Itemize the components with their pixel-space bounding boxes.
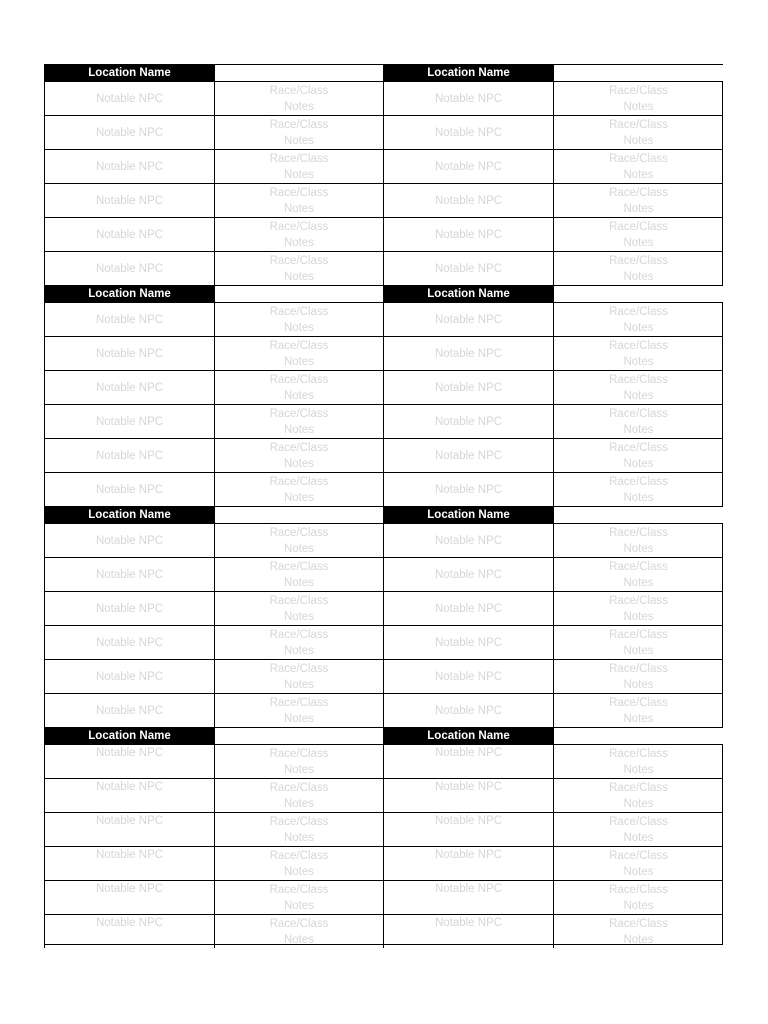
race-class-label: Race/Class — [269, 815, 329, 828]
race-class-label: Race/Class — [609, 305, 668, 318]
notable-npc-cell[interactable]: Notable NPC — [44, 336, 214, 370]
race-class-label: Race/Class — [609, 917, 668, 930]
race-class-notes-cell[interactable] — [553, 778, 723, 812]
notes-label: Notes — [283, 457, 315, 470]
notable-npc-cell[interactable]: Notable NPC — [383, 438, 553, 472]
race-class-label: Race/Class — [269, 917, 329, 930]
notes-label: Notes — [283, 389, 315, 402]
notable-npc-cell[interactable]: Notable NPC — [44, 251, 214, 285]
race-class-notes-cell[interactable] — [214, 880, 383, 914]
race-class-label: Race/Class — [269, 305, 329, 318]
notable-npc-cell[interactable]: Notable NPC — [44, 115, 214, 149]
race-class-notes-cell[interactable] — [553, 438, 723, 472]
race-class-notes-cell[interactable] — [553, 81, 723, 115]
race-class-notes-cell[interactable] — [214, 744, 383, 778]
race-class-label: Race/Class — [269, 407, 329, 420]
notable-npc-cell[interactable]: Notable NPC — [383, 591, 553, 625]
race-class-label: Race/Class — [609, 628, 668, 641]
race-class-notes-cell[interactable] — [214, 523, 383, 557]
notable-npc-cell[interactable]: Notable NPC — [44, 81, 214, 115]
race-class-notes-cell[interactable] — [214, 302, 383, 336]
location-name-field[interactable] — [214, 506, 383, 523]
notable-npc-cell[interactable]: Notable NPC — [44, 557, 214, 591]
notable-npc-cell[interactable]: Notable NPC — [44, 183, 214, 217]
notable-npc-cell[interactable]: Notable NPC — [44, 693, 214, 727]
race-class-label: Race/Class — [609, 84, 668, 97]
notes-label: Notes — [283, 168, 315, 181]
notes-label: Notes — [283, 423, 315, 436]
race-class-label: Race/Class — [609, 186, 668, 199]
race-class-label: Race/Class — [269, 628, 329, 641]
notable-npc-cell[interactable]: Notable NPC — [383, 370, 553, 404]
race-class-notes-cell[interactable] — [553, 659, 723, 693]
location-name-header: Location Name — [44, 64, 214, 81]
race-class-notes-cell[interactable] — [214, 404, 383, 438]
notes-label: Notes — [623, 389, 654, 402]
race-class-label: Race/Class — [269, 849, 329, 862]
notes-label: Notes — [623, 168, 654, 181]
location-name-field[interactable] — [553, 64, 723, 81]
race-class-label: Race/Class — [269, 118, 329, 131]
notes-label: Notes — [283, 712, 315, 725]
notable-npc-cell[interactable]: Notable NPC — [383, 217, 553, 251]
notes-label: Notes — [623, 134, 654, 147]
notable-npc-cell[interactable]: Notable NPC — [44, 523, 214, 557]
location-name-header: Location Name — [44, 285, 214, 302]
race-class-notes-cell[interactable] — [553, 744, 723, 778]
notable-npc-cell[interactable]: Notable NPC — [44, 302, 214, 336]
race-class-notes-cell[interactable] — [214, 115, 383, 149]
race-class-notes-cell[interactable] — [214, 659, 383, 693]
notes-label: Notes — [623, 644, 654, 657]
race-class-label: Race/Class — [609, 339, 668, 352]
race-class-label: Race/Class — [269, 662, 329, 675]
notes-label: Notes — [283, 678, 315, 691]
race-class-label: Race/Class — [269, 560, 329, 573]
notable-npc-cell[interactable]: Notable NPC — [44, 744, 214, 778]
race-class-label: Race/Class — [609, 781, 668, 794]
race-class-label: Race/Class — [609, 475, 668, 488]
notes-label: Notes — [623, 542, 654, 555]
notable-npc-cell[interactable]: Notable NPC — [44, 370, 214, 404]
notable-npc-cell[interactable]: Notable NPC — [44, 914, 214, 948]
race-class-label: Race/Class — [609, 373, 668, 386]
location-name-field[interactable] — [214, 727, 383, 744]
notes-label: Notes — [283, 542, 315, 555]
race-class-notes-cell[interactable] — [214, 812, 383, 846]
race-class-label: Race/Class — [609, 118, 668, 131]
notable-npc-cell[interactable]: Notable NPC — [383, 149, 553, 183]
race-class-notes-cell[interactable] — [553, 846, 723, 880]
notable-npc-cell[interactable]: Notable NPC — [44, 217, 214, 251]
notes-label: Notes — [623, 270, 654, 283]
notable-npc-cell[interactable]: Notable NPC — [383, 336, 553, 370]
notes-label: Notes — [283, 644, 315, 657]
notes-label: Notes — [283, 134, 315, 147]
notable-npc-cell[interactable]: Notable NPC — [383, 557, 553, 591]
notes-label: Notes — [623, 797, 654, 810]
notes-label: Notes — [623, 678, 654, 691]
race-class-label: Race/Class — [269, 526, 329, 539]
race-class-notes-cell[interactable] — [553, 812, 723, 846]
race-class-notes-cell[interactable] — [214, 693, 383, 727]
notable-npc-cell[interactable]: Notable NPC — [44, 778, 214, 812]
notes-label: Notes — [283, 899, 315, 912]
location-name-field[interactable] — [214, 64, 383, 81]
race-class-label: Race/Class — [269, 747, 329, 760]
notable-npc-cell[interactable]: Notable NPC — [383, 115, 553, 149]
notable-npc-cell[interactable]: Notable NPC — [44, 812, 214, 846]
race-class-notes-cell[interactable] — [553, 914, 723, 948]
race-class-label: Race/Class — [269, 475, 329, 488]
race-class-notes-cell[interactable] — [214, 846, 383, 880]
notes-label: Notes — [283, 865, 315, 878]
notes-label: Notes — [283, 270, 315, 283]
race-class-notes-cell[interactable] — [214, 336, 383, 370]
notes-label: Notes — [283, 100, 315, 113]
race-class-label: Race/Class — [269, 339, 329, 352]
race-class-notes-cell[interactable] — [553, 217, 723, 251]
notable-npc-cell[interactable]: Notable NPC — [383, 404, 553, 438]
notable-npc-cell[interactable]: Notable NPC — [383, 812, 553, 846]
notes-label: Notes — [623, 100, 654, 113]
race-class-notes-cell[interactable] — [553, 404, 723, 438]
notable-npc-cell[interactable]: Notable NPC — [383, 81, 553, 115]
race-class-label: Race/Class — [269, 254, 329, 267]
race-class-notes-cell[interactable] — [553, 591, 723, 625]
race-class-notes-cell[interactable] — [553, 625, 723, 659]
race-class-label: Race/Class — [609, 662, 668, 675]
notes-label: Notes — [623, 236, 654, 249]
notes-label: Notes — [283, 933, 315, 946]
race-class-label: Race/Class — [269, 84, 329, 97]
notes-label: Notes — [623, 576, 654, 589]
race-class-label: Race/Class — [269, 220, 329, 233]
notable-npc-cell[interactable]: Notable NPC — [44, 625, 214, 659]
race-class-notes-cell[interactable] — [214, 217, 383, 251]
race-class-label: Race/Class — [609, 152, 668, 165]
notable-npc-cell[interactable]: Notable NPC — [383, 914, 553, 948]
notes-label: Notes — [623, 899, 654, 912]
race-class-notes-cell[interactable] — [214, 591, 383, 625]
race-class-notes-cell[interactable] — [214, 438, 383, 472]
race-class-label: Race/Class — [609, 407, 668, 420]
notable-npc-cell[interactable]: Notable NPC — [44, 472, 214, 506]
race-class-notes-cell[interactable] — [553, 149, 723, 183]
race-class-label: Race/Class — [609, 441, 668, 454]
npc-location-sheet — [44, 64, 723, 945]
notable-npc-cell[interactable]: Notable NPC — [383, 251, 553, 285]
race-class-notes-cell[interactable] — [553, 251, 723, 285]
race-class-label: Race/Class — [609, 815, 668, 828]
notes-label: Notes — [623, 321, 654, 334]
notes-label: Notes — [283, 202, 315, 215]
race-class-label: Race/Class — [269, 373, 329, 386]
notable-npc-cell[interactable]: Notable NPC — [44, 404, 214, 438]
notes-label: Notes — [623, 933, 654, 946]
race-class-notes-cell[interactable] — [214, 914, 383, 948]
race-class-notes-cell[interactable] — [214, 625, 383, 659]
race-class-notes-cell[interactable] — [553, 693, 723, 727]
race-class-notes-cell[interactable] — [214, 370, 383, 404]
notes-label: Notes — [623, 202, 654, 215]
race-class-notes-cell[interactable] — [553, 472, 723, 506]
notes-label: Notes — [623, 712, 654, 725]
race-class-notes-cell[interactable] — [214, 557, 383, 591]
notable-npc-cell[interactable]: Notable NPC — [383, 744, 553, 778]
notes-label: Notes — [623, 355, 654, 368]
notes-label: Notes — [283, 797, 315, 810]
race-class-label: Race/Class — [269, 781, 329, 794]
notes-label: Notes — [283, 491, 315, 504]
notes-label: Notes — [623, 610, 654, 623]
notes-label: Notes — [623, 423, 654, 436]
race-class-notes-cell[interactable] — [553, 183, 723, 217]
location-name-field[interactable] — [553, 506, 723, 523]
location-name-field[interactable] — [214, 285, 383, 302]
location-name-header: Location Name — [383, 64, 553, 81]
race-class-label: Race/Class — [609, 254, 668, 267]
race-class-notes-cell[interactable] — [214, 778, 383, 812]
notable-npc-cell[interactable]: Notable NPC — [44, 659, 214, 693]
race-class-notes-cell[interactable] — [553, 523, 723, 557]
race-class-notes-cell[interactable] — [553, 370, 723, 404]
notable-npc-cell[interactable]: Notable NPC — [383, 659, 553, 693]
race-class-label: Race/Class — [269, 152, 329, 165]
notes-label: Notes — [283, 321, 315, 334]
race-class-notes-cell[interactable] — [553, 557, 723, 591]
notable-npc-cell[interactable]: Notable NPC — [383, 693, 553, 727]
location-name-header: Location Name — [383, 506, 553, 523]
race-class-notes-cell[interactable] — [214, 81, 383, 115]
race-class-notes-cell[interactable] — [214, 149, 383, 183]
location-name-header: Location Name — [44, 727, 214, 744]
notes-label: Notes — [623, 865, 654, 878]
race-class-notes-cell[interactable] — [553, 336, 723, 370]
notes-label: Notes — [623, 763, 654, 776]
race-class-label: Race/Class — [269, 696, 329, 709]
notable-npc-cell[interactable]: Notable NPC — [383, 778, 553, 812]
notable-npc-cell[interactable]: Notable NPC — [44, 591, 214, 625]
race-class-label: Race/Class — [609, 526, 668, 539]
race-class-label: Race/Class — [609, 594, 668, 607]
race-class-notes-cell[interactable] — [214, 183, 383, 217]
race-class-notes-cell[interactable] — [553, 302, 723, 336]
race-class-label: Race/Class — [269, 186, 329, 199]
race-class-label: Race/Class — [609, 747, 668, 760]
location-name-header: Location Name — [44, 506, 214, 523]
race-class-label: Race/Class — [609, 849, 668, 862]
race-class-label: Race/Class — [609, 883, 668, 896]
notes-label: Notes — [623, 831, 654, 844]
race-class-label: Race/Class — [609, 220, 668, 233]
notable-npc-cell[interactable]: Notable NPC — [44, 846, 214, 880]
location-name-header: Location Name — [383, 285, 553, 302]
notable-npc-cell[interactable]: Notable NPC — [383, 302, 553, 336]
notable-npc-cell[interactable]: Notable NPC — [383, 625, 553, 659]
race-class-label: Race/Class — [269, 883, 329, 896]
notes-label: Notes — [283, 610, 315, 623]
notes-label: Notes — [283, 355, 315, 368]
notes-label: Notes — [283, 831, 315, 844]
notes-label: Notes — [283, 763, 315, 776]
notable-npc-cell[interactable]: Notable NPC — [44, 880, 214, 914]
notable-npc-cell[interactable]: Notable NPC — [383, 472, 553, 506]
notable-npc-cell[interactable]: Notable NPC — [383, 183, 553, 217]
location-name-header: Location Name — [383, 727, 553, 744]
race-class-notes-cell[interactable] — [553, 880, 723, 914]
location-name-field[interactable] — [553, 727, 723, 744]
race-class-label: Race/Class — [269, 594, 329, 607]
race-class-label: Race/Class — [609, 560, 668, 573]
race-class-notes-cell[interactable] — [214, 472, 383, 506]
notes-label: Notes — [283, 236, 315, 249]
notable-npc-cell[interactable]: Notable NPC — [383, 846, 553, 880]
notable-npc-cell[interactable]: Notable NPC — [44, 149, 214, 183]
race-class-notes-cell[interactable] — [553, 115, 723, 149]
notes-label: Notes — [623, 491, 654, 504]
race-class-label: Race/Class — [609, 696, 668, 709]
race-class-notes-cell[interactable] — [214, 251, 383, 285]
notable-npc-cell[interactable]: Notable NPC — [383, 523, 553, 557]
notable-npc-cell[interactable]: Notable NPC — [383, 880, 553, 914]
location-name-field[interactable] — [553, 285, 723, 302]
notes-label: Notes — [623, 457, 654, 470]
notable-npc-cell[interactable]: Notable NPC — [44, 438, 214, 472]
race-class-label: Race/Class — [269, 441, 329, 454]
notes-label: Notes — [283, 576, 315, 589]
